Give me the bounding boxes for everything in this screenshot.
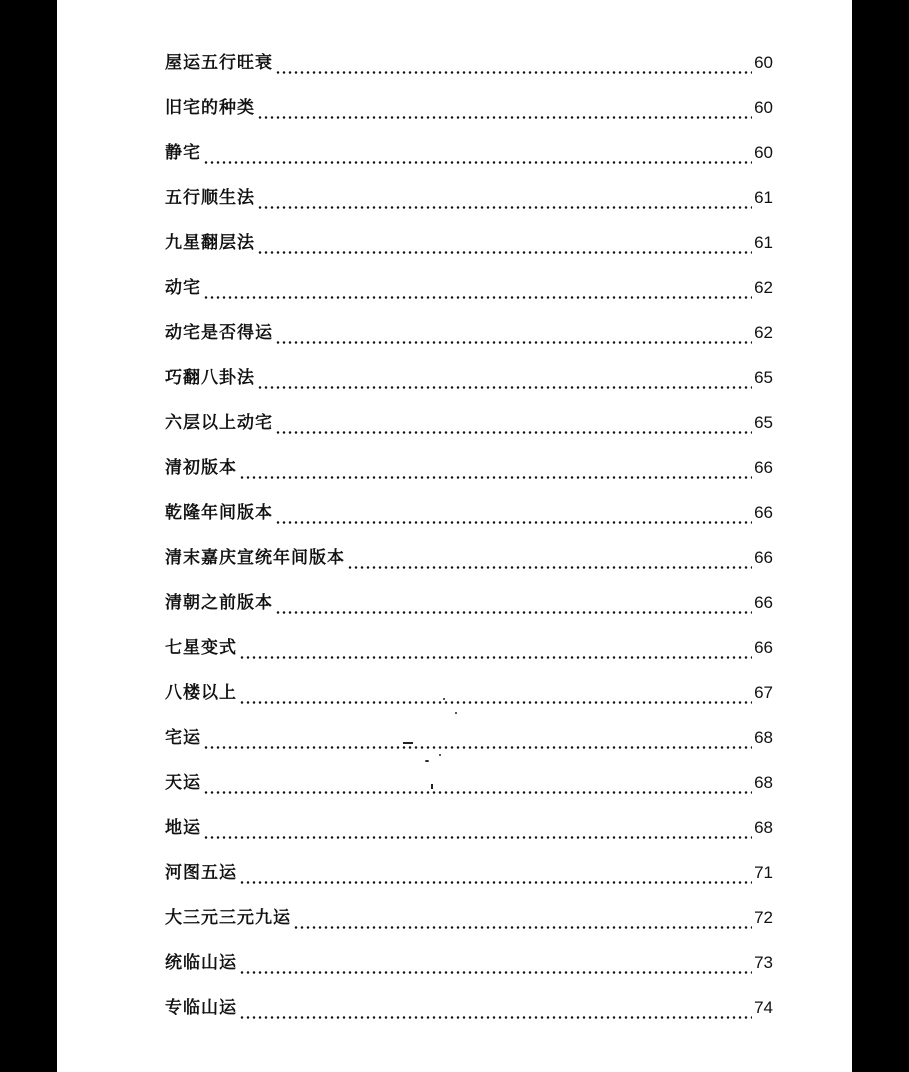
toc-entry-title: 巧翻八卦法 [165,368,255,388]
toc-entry-page-number: 60 [754,143,773,162]
toc-entry-page-number: 67 [754,683,773,702]
toc-entry-title: 天运 [165,773,201,793]
toc-entry [165,723,773,768]
toc-dot-leader [203,791,752,794]
toc-entry-page-number: 62 [754,323,773,342]
toc-dot-leader [275,431,752,434]
toc-dot-leader [275,71,752,74]
toc-entry-page-number: 66 [754,548,773,567]
toc-entry [165,273,773,318]
scan-speck [403,742,413,744]
toc-entry-page-number: 65 [754,368,773,387]
toc-entry [165,498,773,543]
toc-entry-page-number: 61 [754,233,773,252]
toc-dot-leader [257,251,752,254]
toc-dot-leader [347,566,752,569]
toc-entry [165,948,773,993]
toc-entry-page-number: 66 [754,593,773,612]
toc-dot-leader [239,1016,752,1019]
toc-entry-page-number: 74 [754,998,773,1017]
toc-entry-title: 七星变式 [165,638,237,658]
toc-entry-page-number: 73 [754,953,773,972]
toc-entry-title: 六层以上动宅 [165,413,273,433]
toc-entry [165,903,773,948]
toc-dot-leader [239,656,752,659]
toc-entry [165,768,773,813]
toc-entry-page-number: 61 [754,188,773,207]
scan-speck [439,754,441,756]
toc-entry-page-number: 68 [754,773,773,792]
toc-dot-leader [275,611,752,614]
toc-entry [165,813,773,858]
toc-entry-title: 统临山运 [165,953,237,973]
toc-entry-title: 动宅 [165,278,201,298]
toc-entry-page-number: 68 [754,728,773,747]
toc-entry-title: 地运 [165,818,201,838]
toc-entry-title: 清末嘉庆宣统年间版本 [165,548,345,568]
toc-entry-title: 河图五运 [165,863,237,883]
toc-entry [165,453,773,498]
toc-entry-title: 宅运 [165,728,201,748]
scan-speck [431,784,433,789]
toc-entry-title: 旧宅的种类 [165,98,255,118]
toc-entry-page-number: 60 [754,98,773,117]
toc-dot-leader [203,746,752,749]
toc-entry-page-number: 62 [754,278,773,297]
toc-dot-leader [275,341,752,344]
toc-entry [165,318,773,363]
toc-dot-leader [239,971,752,974]
toc-entry [165,588,773,633]
toc-dot-leader [293,926,752,929]
table-of-contents [165,48,773,1038]
toc-entry [165,633,773,678]
toc-entry-page-number: 66 [754,503,773,522]
toc-entry-title: 乾隆年间版本 [165,503,273,523]
toc-entry-title: 屋运五行旺衰 [165,53,273,73]
toc-dot-leader [203,296,752,299]
toc-entry-page-number: 72 [754,908,773,927]
toc-dot-leader [257,386,752,389]
toc-entry [165,48,773,93]
toc-entry [165,183,773,228]
toc-entry-title: 清初版本 [165,458,237,478]
toc-dot-leader [239,701,752,704]
toc-entry [165,228,773,273]
toc-entry-title: 大三元三元九运 [165,908,291,928]
toc-dot-leader [257,206,752,209]
toc-entry-page-number: 65 [754,413,773,432]
toc-entry-page-number: 71 [754,863,773,882]
document-page [57,0,852,1072]
toc-entry-title: 八楼以上 [165,683,237,703]
scan-speck [443,698,445,700]
toc-entry-title: 专临山运 [165,998,237,1018]
scan-speck [425,760,429,762]
toc-entry-title: 九星翻层法 [165,233,255,253]
toc-entry-title: 动宅是否得运 [165,323,273,343]
toc-entry [165,138,773,183]
toc-entry-title: 静宅 [165,143,201,163]
toc-entry [165,543,773,588]
scan-speck [455,712,457,714]
toc-entry [165,363,773,408]
toc-dot-leader [275,521,752,524]
toc-entry [165,678,773,723]
toc-dot-leader [203,836,752,839]
toc-entry [165,93,773,138]
toc-dot-leader [257,116,752,119]
toc-dot-leader [239,881,752,884]
toc-entry [165,858,773,903]
toc-entry [165,408,773,453]
toc-dot-leader [239,476,752,479]
toc-entry-page-number: 66 [754,458,773,477]
toc-dot-leader [203,161,752,164]
toc-entry-page-number: 68 [754,818,773,837]
toc-entry-title: 清朝之前版本 [165,593,273,613]
toc-entry-page-number: 60 [754,53,773,72]
toc-entry [165,993,773,1038]
toc-entry-page-number: 66 [754,638,773,657]
toc-entry-title: 五行顺生法 [165,188,255,208]
